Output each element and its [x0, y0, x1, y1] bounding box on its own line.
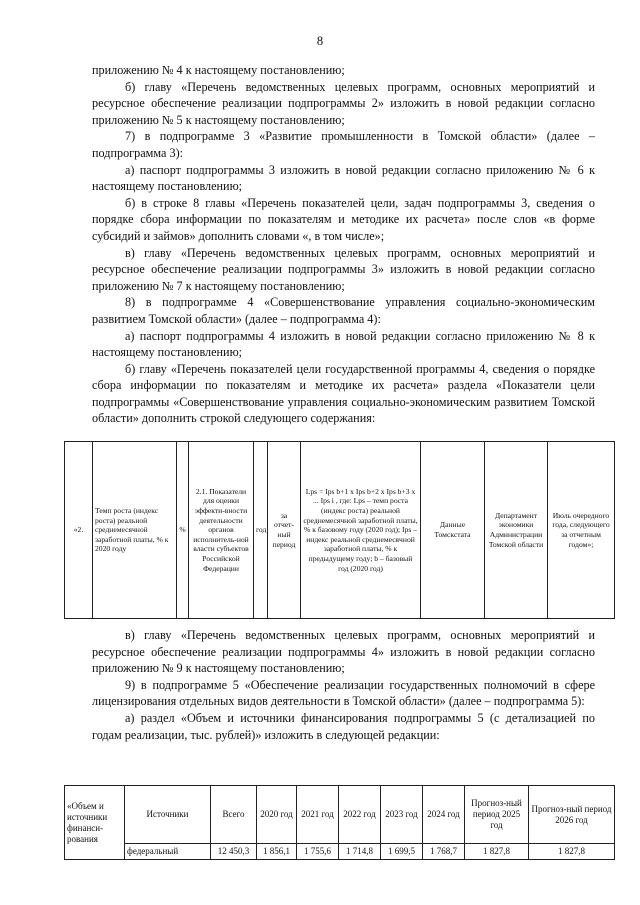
deadline: Июль очередного года, следующего за отчетным годом»; — [548, 442, 615, 619]
table-row — [65, 442, 615, 619]
period: за отчет-ный период — [268, 442, 301, 619]
indicator-table — [64, 441, 615, 619]
body-text-bottom — [92, 627, 595, 743]
paragraph: 9) в подпрограмме 5 «Обеспечение реализации государственных полномочий в сфере лицензирования отдельных видов деятельности в Томской области» (далее – подпрограмма 5): — [92, 677, 595, 709]
row-label: «Объем и источники финанси-рования — [65, 786, 125, 860]
data-cell: 1 827,8 — [529, 844, 615, 860]
header-cell: Прогноз-ный период 2026 год — [529, 786, 615, 844]
data-cell: 1 856,1 — [257, 844, 297, 860]
data-cell: 1 768,7 — [423, 844, 465, 860]
periodicity: год — [254, 442, 268, 619]
data-cell: 1 714,8 — [339, 844, 381, 860]
data-cell: федеральный — [125, 844, 211, 860]
table-row — [65, 844, 615, 860]
header-cell: 2022 год — [339, 786, 381, 844]
header-cell: 2024 год — [423, 786, 465, 844]
header-cell: Всего — [211, 786, 257, 844]
formula: Lps = Ips b+1 x Ips b+2 x Ips b+3 x ... Ips i , где: Lps – темп роста (индекс роста) реальной среднемесячной заработной платы, % к базовому году (2020 год); Ips – индекс реальной среднемесячной заработной платы, % к предыдущему году; b – базовый год (2020 год) — [301, 442, 421, 619]
header-cell: Источники — [125, 786, 211, 844]
table-header-row — [65, 786, 615, 844]
data-cell: 1 755,6 — [297, 844, 339, 860]
header-cell: 2023 год — [381, 786, 423, 844]
data-cell: 1 699,5 — [381, 844, 423, 860]
paragraph: приложению № 4 к настоящему постановлению; — [92, 63, 345, 77]
paragraph: а) паспорт подпрограммы 3 изложить в новой редакции согласно приложению № 6 к настоящему постановлению; — [92, 162, 595, 194]
paragraph: а) паспорт подпрограммы 4 изложить в новой редакции согласно приложению № 8 к настоящему постановлению; — [92, 328, 595, 360]
paragraph: в) главу «Перечень ведомственных целевых программ, основных мероприятий и ресурсное обеспечение реализации подпрограммы 3» изложить в новой редакции согласно приложению № 7 к настоящему постановлению; — [92, 245, 595, 293]
row-number: «2. — [65, 442, 93, 619]
indicator-name: Темп роста (индекс роста) реальной среднемесячной заработной платы, % к 2020 году — [93, 442, 177, 619]
financing-table — [64, 785, 615, 860]
data-cell: 1 827,8 — [465, 844, 529, 860]
body-text-top — [92, 62, 595, 427]
indicator-group: 2.1. Показатели для оценки эффекти-вности деятельности органов исполнитель-ной власти субъектов Российской Федерации — [189, 442, 254, 619]
data-cell: 12 450,3 — [211, 844, 257, 860]
paragraph: 8) в подпрограмме 4 «Совершенствование управления социально-экономическим развитием Томской области» (далее – подпрограмма 4): — [92, 295, 595, 326]
paragraph: в) главу «Перечень ведомственных целевых программ, основных мероприятий и ресурсное обеспечение реализации подпрограммы 4» изложить в новой редакции согласно приложению № 9 к настоящему постановлению; — [92, 628, 595, 676]
header-cell: 2021 год — [297, 786, 339, 844]
header-cell: 2020 год — [257, 786, 297, 844]
paragraph: 7) в подпрограмме 3 «Развитие промышленности в Томской области» (далее – подпрограмма 3): — [92, 129, 595, 160]
paragraph: б) в строке 8 главы «Перечень показателей цели, задач подпрограммы 3, сведения о порядке сбора информации по показателям и методике их расчета» после слов «в форме субсидий и займов» дополнить словами «, в том числе»; — [92, 195, 595, 243]
paragraph: б) главу «Перечень ведомственных целевых программ, основных мероприятий и ресурсное обеспечение реализации подпрограммы 2» изложить в новой редакции согласно приложению № 5 к настоящему постановлению; — [92, 79, 595, 127]
header-cell: Прогноз-ный период 2025 год — [465, 786, 529, 844]
paragraph: б) главу «Перечень показателей цели государственной программы 4, сведения о порядке сбора информации по показателям и методике их расчета» раздела «Показатели цели подпрограммы «Совершенствование управления социально-экономическим развитием Томской области» дополнить строкой следующего содержания: — [92, 361, 595, 426]
paragraph: а) раздел «Объем и источники финансирования подпрограммы 5 (с детализацией по годам реализации, тыс. рублей)» изложить в следующей редакции: — [92, 710, 595, 742]
responsible: Департамент экономики Администрации Томской области — [485, 442, 548, 619]
unit: % — [177, 442, 189, 619]
data-source: Данные Томскстата — [421, 442, 485, 619]
page-number: 8 — [316, 34, 324, 48]
